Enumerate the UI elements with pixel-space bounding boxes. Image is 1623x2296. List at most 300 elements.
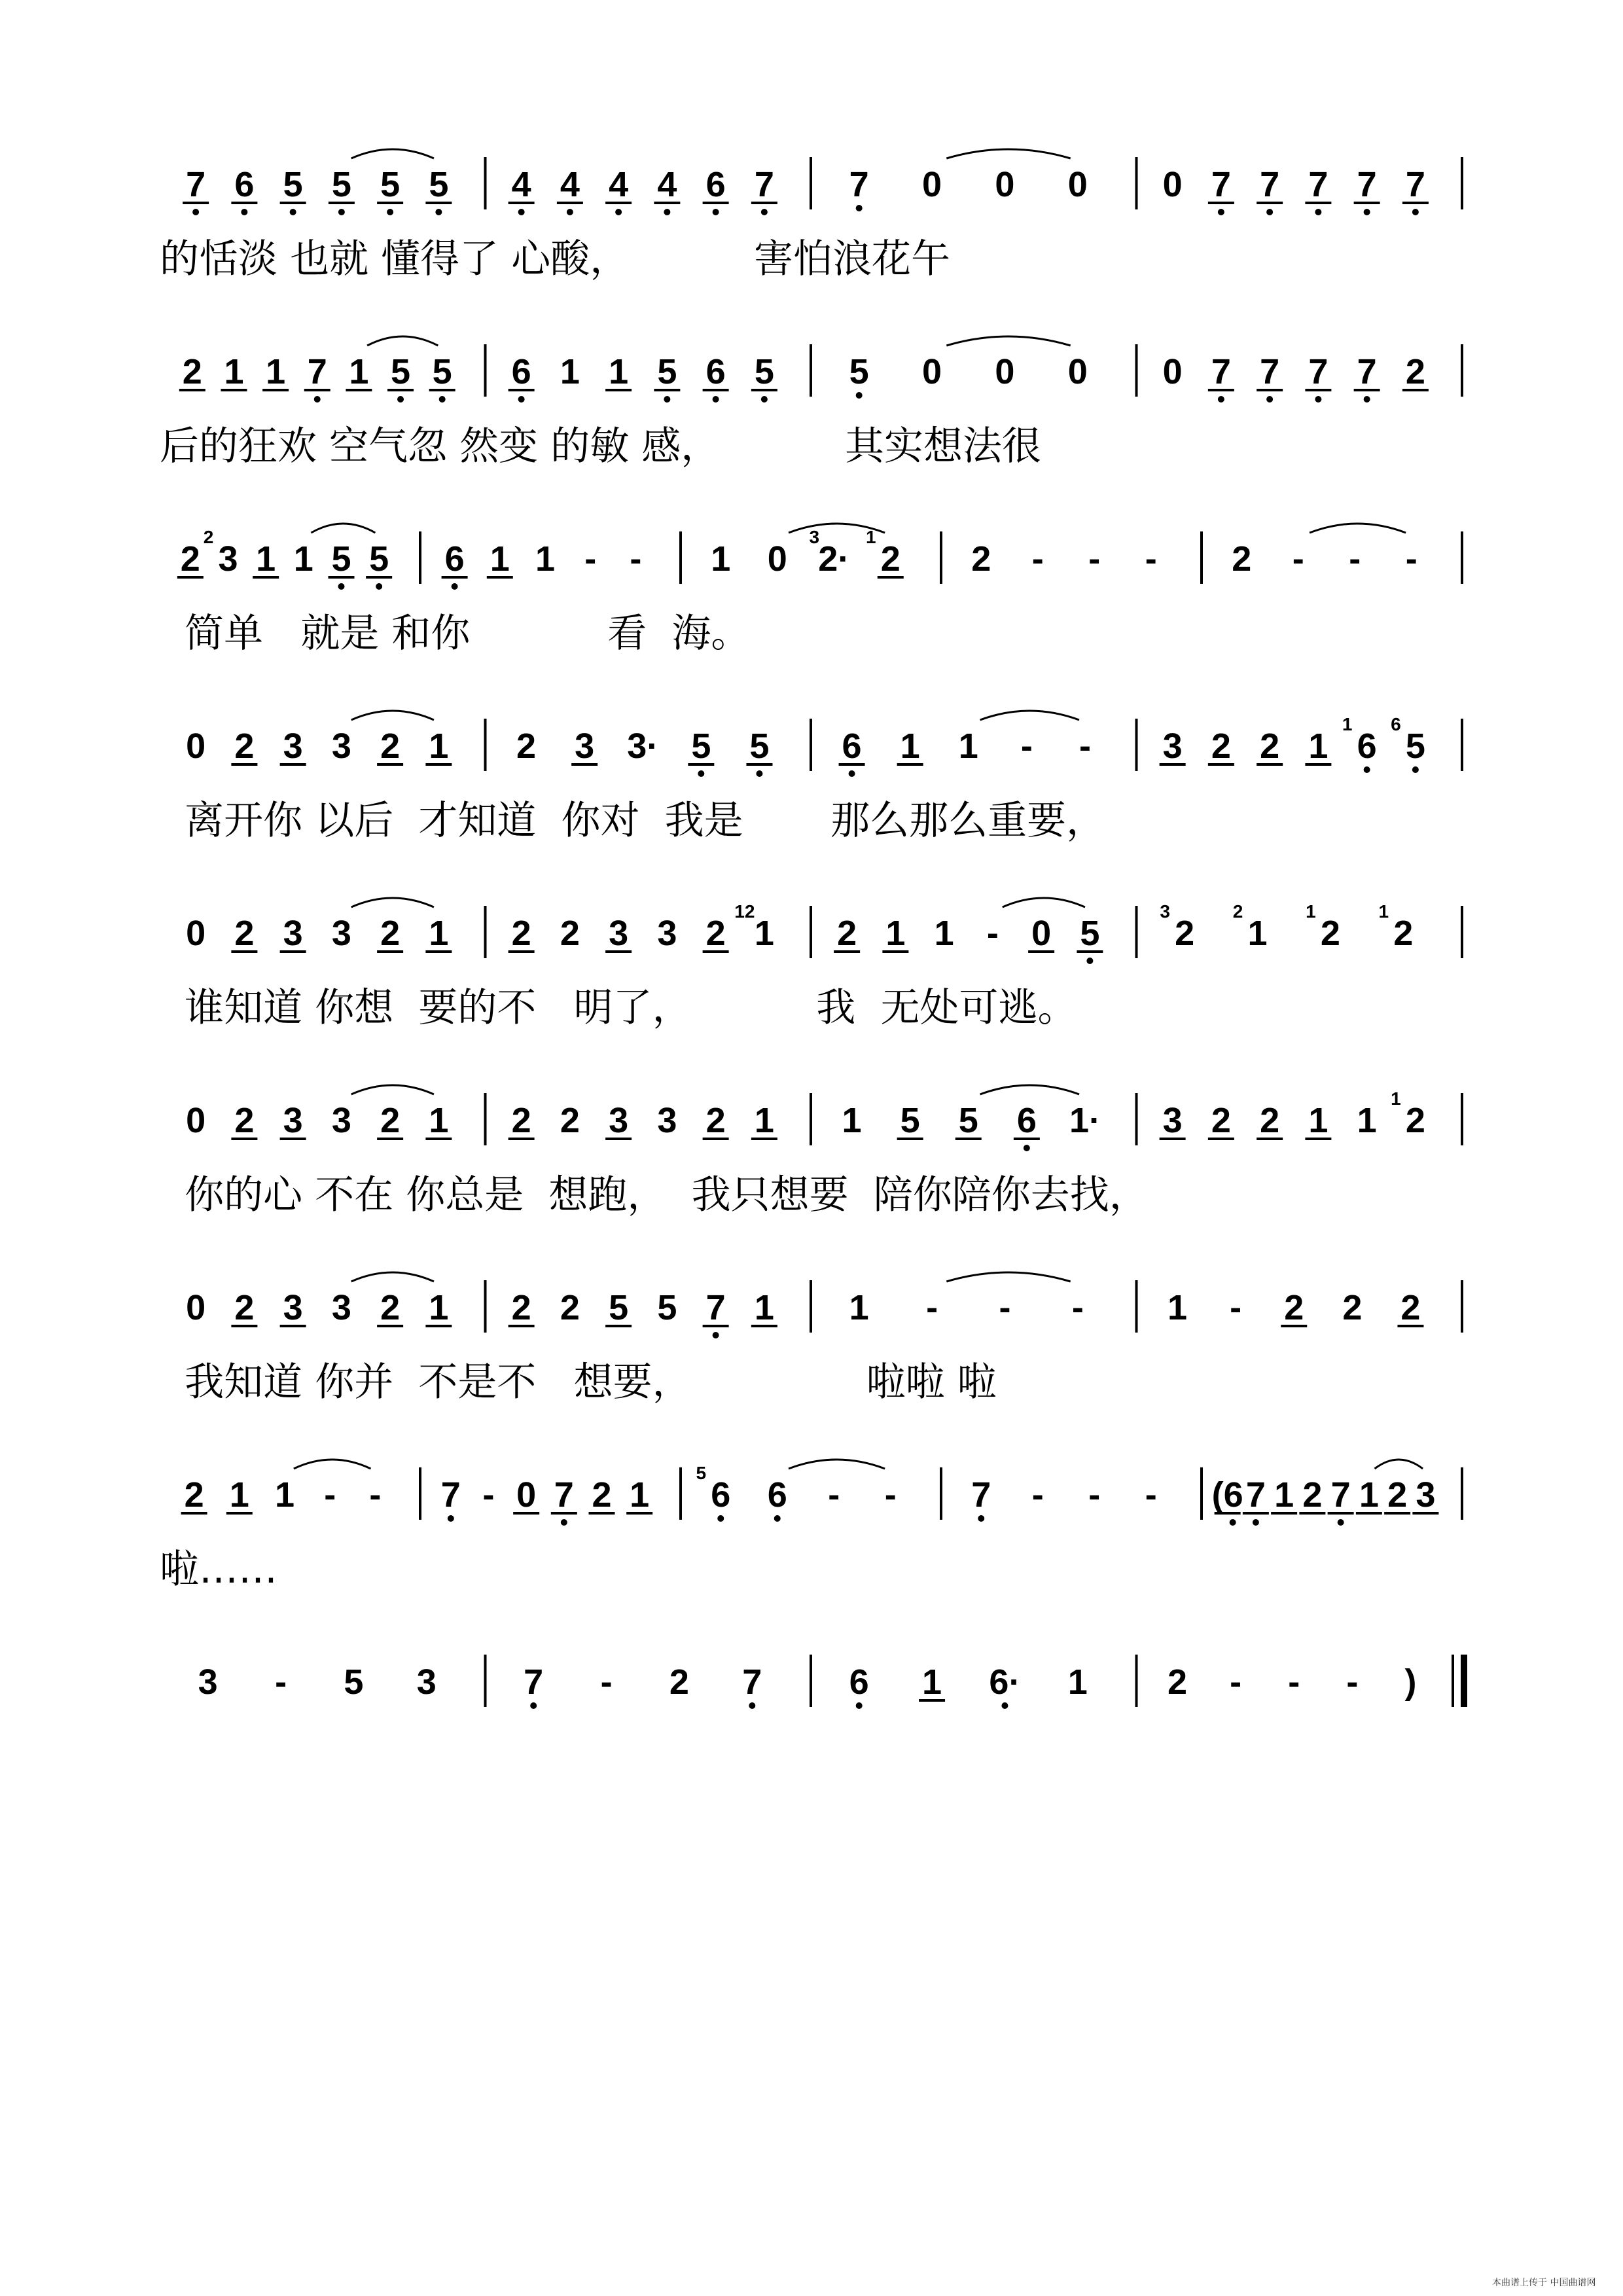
lyric-line: 离开你 以后 才知道 你对 我是 那么那么重要， [160,798,1106,844]
note: 3 [283,1101,303,1140]
note: 1 [266,352,286,391]
note: 0 [1162,165,1183,204]
note: - [1031,539,1044,579]
note: - [600,1662,613,1702]
note: 2 [184,1475,204,1515]
note: 3 [331,1288,351,1327]
note: 5 [749,726,770,766]
note: - [1405,539,1418,579]
octave-dot [1315,396,1321,403]
note: 7 [754,165,774,204]
note: 5 [331,539,351,579]
note: 2 [380,726,401,766]
octave-dot [664,396,670,403]
note: 1 [630,1475,650,1515]
octave-dot [1364,766,1370,773]
note: 2 [1387,1475,1408,1515]
slur [1310,524,1406,533]
note: 1 [842,1101,862,1140]
slur [946,149,1070,158]
octave-dot [849,770,855,777]
note: 7 [849,165,869,204]
octave-dot [1412,766,1419,773]
lyric-line: 我知道 你并 不是不 想要， 啦啦 啦 [160,1359,997,1405]
note: 5 [432,352,452,391]
lyric-line: 啦…… [160,1547,277,1592]
octave-dot [397,396,404,403]
note: 2 [1211,1101,1231,1140]
grace-note: 3 [809,527,820,547]
note: 1 [754,1101,774,1140]
note: 5 [369,539,389,579]
note: 2 [180,539,200,579]
note: 2 [1342,1288,1363,1327]
note: 5 [958,1101,978,1140]
octave-dot [452,583,458,590]
note: 1 [1308,1101,1329,1140]
note: 7 [1308,165,1329,204]
note: 2 [380,914,401,953]
note: 7 [1211,165,1231,204]
note: 7 [1308,352,1329,391]
note: 5 [380,165,401,204]
note: 3 [416,1662,437,1702]
note: 2 [880,539,901,579]
octave-dot [1253,1519,1259,1526]
note: 2 [669,1662,689,1702]
octave-dot [664,209,670,215]
note: 1 [274,1475,295,1515]
octave-dot [376,583,382,590]
note: 5 [1405,726,1425,766]
note: 2· [818,539,850,579]
note: 2 [705,914,726,953]
lyric-line: 的恬淡 也就 懂得了 心酸， 害怕浪花午 [160,236,950,282]
note: - [1145,1475,1157,1515]
octave-dot [1086,958,1093,964]
note: 2 [1284,1288,1304,1327]
note: 1 [900,726,920,766]
note: 0 [186,726,206,766]
note: 5 [429,165,449,204]
octave-dot [774,1515,781,1522]
note: 1 [885,914,906,953]
note: 0 [995,352,1015,391]
note: 7 [524,1662,544,1702]
note: 4 [657,165,677,204]
slur [351,711,434,720]
octave-dot [1218,396,1224,403]
slur [294,1460,371,1469]
note: 5 [609,1288,629,1327]
note: - [1230,1288,1242,1327]
octave-dot [1338,1519,1344,1526]
octave-dot [615,209,622,215]
note: 1 [429,1288,449,1327]
note: 2 [234,1101,255,1140]
note: 7 [1357,352,1377,391]
note: - [275,1662,287,1702]
note: 2 [511,914,531,953]
note: 5 [657,352,677,391]
note: 6 [849,1662,869,1702]
note: 7 [307,352,327,391]
note: 5 [691,726,711,766]
note: 7 [1245,1475,1266,1515]
octave-dot [756,770,762,777]
note: 7 [1357,165,1377,204]
final-bar-thick [1461,1655,1467,1707]
note: 0 [186,914,206,953]
slur [311,524,375,533]
note: 3 [283,914,303,953]
grace-note: 5 [696,1463,707,1483]
slur [351,898,434,907]
note: 3 [331,726,351,766]
lyric-line: 你的心 不在 你总是 想跑， 我只想要 陪你陪你去找， [160,1172,1149,1218]
note: 2 [971,539,991,579]
note: 2 [1211,726,1231,766]
octave-dot [561,1519,567,1526]
note: 1 [1359,1475,1379,1515]
octave-dot [518,396,525,403]
note: 2 [234,914,255,953]
octave-dot [518,209,525,215]
grace-note: 2 [1232,901,1243,922]
note: 0 [1067,352,1088,391]
octave-dot [1001,1702,1008,1709]
note: - [584,539,597,579]
note: 2 [1260,1101,1280,1140]
note: 2 [380,1288,401,1327]
slur [351,149,434,158]
note: 7 [1211,352,1231,391]
note: 6 [842,726,862,766]
note: 7 [971,1475,991,1515]
octave-dot [1024,1145,1030,1151]
note: 3 [283,1288,303,1327]
octave-dot [192,209,199,215]
note: 2 [380,1101,401,1140]
note: - [1088,539,1101,579]
note: 2 [560,914,580,953]
octave-dot [1412,209,1419,215]
note: 1 [754,1288,774,1327]
note: 2 [182,352,202,391]
note: 3 [1416,1475,1436,1515]
note: 6 [234,165,255,204]
note: - [1230,1662,1242,1702]
note: 7 [1260,165,1280,204]
octave-dot [1364,209,1370,215]
octave-dot [1266,209,1273,215]
note: 2 [560,1101,580,1140]
note: 2 [592,1475,612,1515]
note: 3 [283,726,303,766]
octave-dot [314,396,321,403]
note: - [1288,1662,1300,1702]
note: 2 [1405,1101,1425,1140]
note: 5 [344,1662,364,1702]
note: 0 [922,352,942,391]
note: 3 [609,914,629,953]
note: 6 [1016,1101,1037,1140]
octave-dot [856,392,863,399]
note: - [1346,1662,1359,1702]
note: 2 [1393,914,1414,953]
note: 1 [349,352,369,391]
octave-dot [698,770,704,777]
grace-note: 1 [1391,1088,1401,1109]
grace-note: 6 [1391,714,1401,734]
score-system [198,1655,1467,1709]
octave-dot [713,396,719,403]
note: 6 [705,165,726,204]
slur [946,1272,1070,1282]
note: 6 [511,352,531,391]
note: 2 [234,726,255,766]
octave-dot [387,209,393,215]
note: 1 [1067,1662,1088,1702]
grace-note: 12 [734,901,755,922]
note: 2 [560,1288,580,1327]
grace-note: 1 [1378,901,1389,922]
octave-dot [241,209,247,215]
octave-dot [338,209,345,215]
note: 1 [1247,914,1268,953]
octave-dot [978,1515,984,1522]
note: 0 [922,165,942,204]
note: 3 [1162,1101,1183,1140]
score-system [160,149,1462,282]
note: 2 [1168,1662,1188,1702]
grace-note: 1 [865,527,876,547]
note: 1 [293,539,313,579]
octave-dot [435,209,442,215]
slur [351,1085,434,1094]
note: 0 [1067,165,1088,204]
note: - [986,914,999,953]
note: 0 [995,165,1015,204]
note: 7 [186,165,206,204]
note: 3 [218,539,238,579]
grace-note: 1 [1342,714,1353,734]
note: - [1145,539,1157,579]
note: 2 [837,914,857,953]
note: 5 [754,352,774,391]
note: 0 [186,1288,206,1327]
grace-note: 3 [1160,901,1170,922]
note: - [630,539,642,579]
score-system [160,711,1462,844]
note: ) [1404,1662,1417,1702]
note: 2 [511,1101,531,1140]
note: 1 [256,539,276,579]
octave-dot [1266,396,1273,403]
slur [980,711,1079,720]
octave-dot [761,209,768,215]
note: 1 [958,726,978,766]
note: 5 [391,352,411,391]
lyric-line: 简单 就是 和你 看 海。 [160,611,751,656]
note: 1 [229,1475,249,1515]
octave-dot [338,583,345,590]
slur [351,1272,434,1282]
note: 2 [1175,914,1195,953]
note: 2 [1405,352,1425,391]
note: 0 [767,539,787,579]
octave-dot [717,1515,724,1522]
note: 3 [331,1101,351,1140]
note: 7 [742,1662,762,1702]
slur [789,1460,885,1469]
note: - [1088,1475,1101,1515]
note: 2 [1302,1475,1323,1515]
note: 1 [429,726,449,766]
note: 2 [1400,1288,1421,1327]
octave-dot [713,209,719,215]
octave-dot [749,1702,755,1709]
note: 7 [1405,165,1425,204]
slur [946,336,1070,346]
note: 2 [1320,914,1340,953]
note: 3 [1162,726,1183,766]
note: - [926,1288,938,1327]
note: - [482,1475,495,1515]
score-system [160,1460,1462,1592]
note: 4 [560,165,580,204]
note: 3 [657,914,677,953]
note: - [1292,539,1304,579]
grace-note: 2 [203,527,214,547]
score-system [160,1272,1462,1405]
octave-dot [761,396,768,403]
note: 1· [1069,1101,1101,1140]
note: 5 [849,352,869,391]
note: - [1071,1288,1084,1327]
note: 0 [516,1475,537,1515]
octave-dot [439,396,446,403]
score-system [160,1085,1462,1218]
note: 1 [535,539,556,579]
note: - [828,1475,840,1515]
note: 1 [609,352,629,391]
note: 0 [186,1101,206,1140]
note: 2 [511,1288,531,1327]
octave-dot [448,1515,454,1522]
grace-note: 1 [1306,901,1316,922]
note: 6 [767,1475,787,1515]
note: 5 [900,1101,920,1140]
note: 3 [575,726,595,766]
octave-dot [1364,396,1370,403]
note: 1 [1308,726,1329,766]
note: 1 [224,352,244,391]
note: 6 [705,352,726,391]
note: 7 [554,1475,574,1515]
note: 3 [331,914,351,953]
note: 1 [1357,1101,1377,1140]
note: 1 [490,539,510,579]
slur [1003,898,1085,907]
note: 7 [1260,352,1280,391]
note: 3· [627,726,659,766]
note: (6 [1211,1475,1243,1515]
note: 1 [849,1288,869,1327]
note: - [999,1288,1011,1327]
note: 1 [429,914,449,953]
note: 1 [1168,1288,1188,1327]
note: 0 [1162,352,1183,391]
note: 5 [657,1288,677,1327]
note: - [369,1475,382,1515]
note: 2 [705,1101,726,1140]
octave-dot [713,1332,719,1338]
octave-dot [567,209,573,215]
note: - [1020,726,1033,766]
lyric-line: 谁知道 你想 要的不 明了， 我 无处可逃。 [160,985,1077,1031]
note: 5 [1080,914,1100,953]
note: 2 [1260,726,1280,766]
note: 6 [1357,726,1377,766]
note: 1 [711,539,731,579]
slur [367,336,438,346]
slur [1375,1460,1423,1469]
note: 6· [989,1662,1021,1702]
note: - [324,1475,336,1515]
note: 3 [657,1101,677,1140]
note: 6 [444,539,465,579]
footer-watermark: 本曲谱上传于 中国曲谱网 [1492,2278,1596,2288]
note: 2 [516,726,537,766]
note: 1 [754,914,774,953]
note: 4 [511,165,531,204]
octave-dot [1218,209,1224,215]
note: 3 [198,1662,218,1702]
note: - [1031,1475,1044,1515]
score-system [160,524,1462,656]
note: 1 [922,1662,942,1702]
note: - [884,1475,897,1515]
note: 1 [1274,1475,1294,1515]
note: 1 [560,352,580,391]
note: - [1349,539,1361,579]
note: 5 [283,165,303,204]
octave-dot [530,1702,537,1709]
slur [980,1085,1079,1094]
octave-dot [1230,1519,1236,1526]
note: 5 [331,165,351,204]
octave-dot [856,205,863,211]
score-system [160,898,1462,1031]
note: - [1079,726,1091,766]
lyric-line: 后的狂欢 空气忽 然变 的敏 感， 其实想法很 [160,423,1042,469]
note: 1 [934,914,954,953]
note: 3 [609,1101,629,1140]
note: 7 [705,1288,726,1327]
note: 7 [1330,1475,1351,1515]
score-system [160,336,1462,469]
note: 1 [429,1101,449,1140]
note: 6 [711,1475,731,1515]
note: 2 [1232,539,1252,579]
note: 0 [1031,914,1052,953]
octave-dot [1315,209,1321,215]
note: 7 [440,1475,461,1515]
note: 2 [234,1288,255,1327]
note: 4 [609,165,629,204]
octave-dot [856,1702,863,1709]
